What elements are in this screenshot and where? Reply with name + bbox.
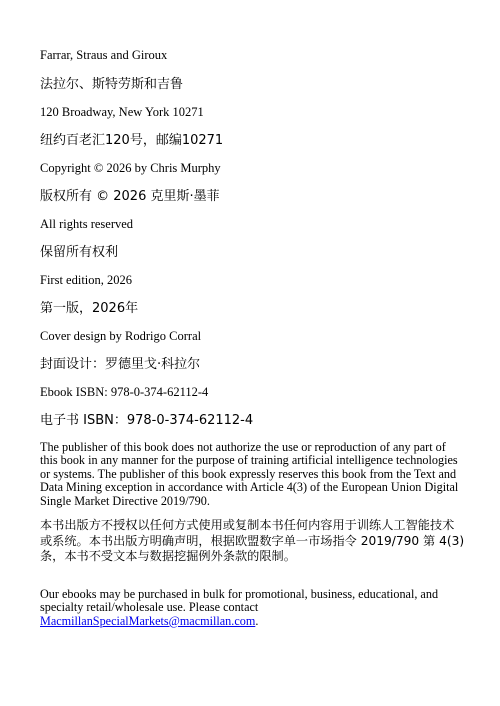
ebook-isbn-zh: 电子书 ISBN：978-0-374-62112-4 [40,413,254,428]
rights-zh: 保留所有权利 [40,245,119,260]
publisher-address-en: 120 Broadway, New York 10271 [40,105,204,119]
publisher-name-en: Farrar, Straus and Giroux [40,48,168,62]
publisher-address-zh: 纽约百老汇120号，邮编10271 [40,133,224,148]
copyright-zh: 版权所有 © 2026 克里斯·墨菲 [40,189,220,204]
publisher-name-zh: 法拉尔、斯特劳斯和吉鲁 [40,77,184,92]
edition-zh: 第一版，2026年 [40,301,139,316]
email-link[interactable]: MacmillanSpecialMarkets@macmillan.com [40,613,256,628]
rights-en: All rights reserved [40,217,134,231]
ai-notice-zh: 本书出版方不授权以任何方式使用或复制本书任何内容用于训练人工智能技术或系统。本书出版方明确声明，根据欧盟数字单一市场指令 2019/790 第 4(3) 条，本书不受文本与数据挖掘例外条款的限制。 [40,518,465,563]
ai-notice-en: The publisher of this book does not authorize the use or reproduction of any part of this book in any manner for the purpose of training artificial intelligence technologies or systems. The publisher of this book expressly reserves this book from the Text and Data Mining exception in accordance with Article 4(3) of the European Union Digital Single Market Directive 2019/790. [40,440,459,508]
cover-design-zh: 封面设计：罗德里戈·科拉尔 [40,357,201,372]
edition-en: First edition, 2026 [40,273,133,287]
bulk-sales-text: Our ebooks may be purchased in bulk for promotional, business, educational, and specialty retail/wholesale use. Please contact [40,587,439,615]
bulk-sales-suffix: . [255,613,259,628]
copyright-en: Copyright © 2026 by Chris Murphy [40,161,221,175]
cover-design-en: Cover design by Rodrigo Corral [40,329,202,343]
ebook-isbn-en: Ebook ISBN: 978-0-374-62112-4 [40,385,209,399]
bulk-sales-notice [40,588,465,628]
